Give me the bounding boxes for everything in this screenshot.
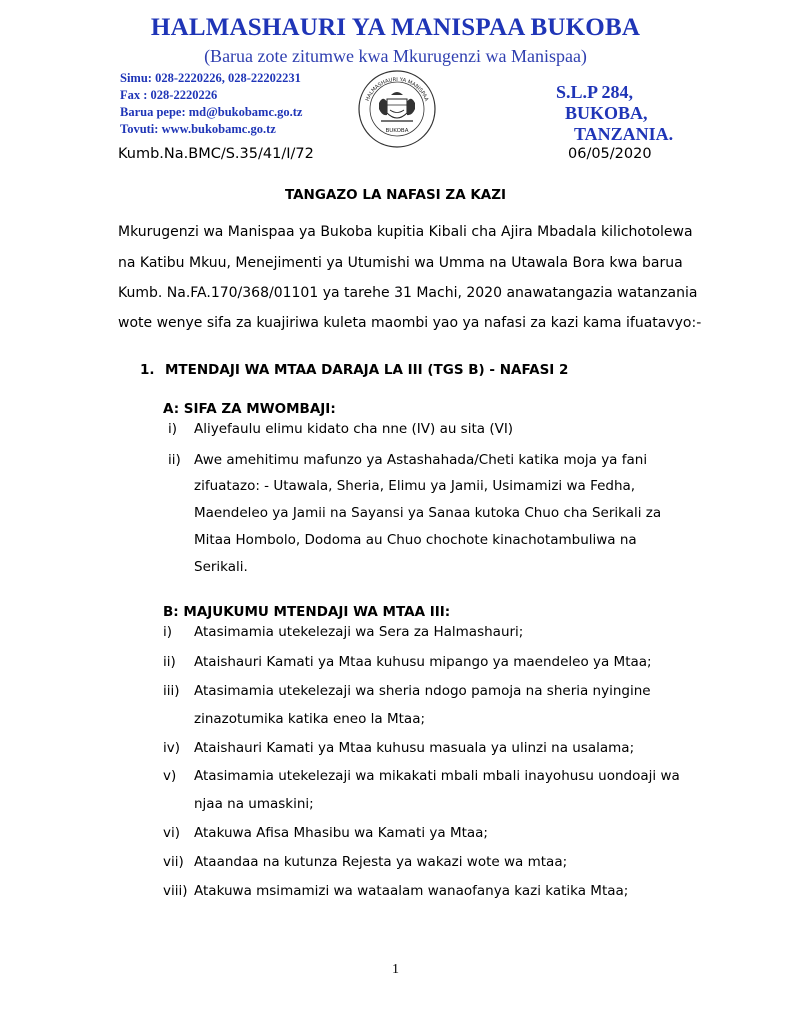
letter-date: 06/05/2020 [568,146,652,162]
list-item: Atakuwa msimamizi wa wataalam wanaofanya kazi katika Mtaa; [194,883,629,899]
address-box: S.L.P 284, [556,82,634,102]
list-item-number: vii) [163,854,184,870]
address-country: TANZANIA. [574,124,674,144]
list-item: Atasimamia utekelezaji wa mikakati mbali mbali inayohusu uondoaji wa [194,768,680,784]
list-item: Ataandaa na kutunza Rejesta ya wakazi wote wa mtaa; [194,854,568,870]
page-title: TANGAZO LA NAFASI ZA KAZI [284,187,507,203]
seal-text-top: HALMASHAURI YA MANISPAA [364,76,430,103]
subsection-a-title: A: SIFA ZA MWOMBAJI: [163,401,336,417]
list-item: Atasimamia utekelezaji wa sheria ndogo pamoja na sheria nyingine [194,683,651,699]
list-item-number: viii) [163,883,188,899]
list-item-number: i) [163,624,173,640]
list-item-number: vi) [163,825,181,841]
list-item-number: ii) [163,654,176,670]
address-city: BUKOBA, [565,103,648,123]
seal-text-bottom: BUKOBA [385,128,409,134]
section-title: MTENDAJI WA MTAA DARAJA LA III (TGS B) - NAFASI 2 [165,362,569,378]
list-item: Atasimamia utekelezaji wa Sera za Halmashauri; [194,624,524,640]
list-item-cont: zinazotumika katika eneo la Mtaa; [194,711,426,727]
intro-line: na Katibu Mkuu, Menejimenti ya Utumishi wa Umma na Utawala Bora kwa barua [118,255,683,271]
list-item: Aliyefaulu elimu kidato cha nne (IV) au sita (VI) [194,421,514,437]
letterhead-subtitle: (Barua zote zitumwe kwa Mkurugenzi wa Manispaa) [204,46,587,66]
contact-phone: Simu: 028-2220226, 028-22202231 [120,71,301,85]
reference-number: Kumb.Na.BMC/S.35/41/I/72 [118,146,314,162]
list-item: Ataishauri Kamati ya Mtaa kuhusu masuala ya ulinzi na usalama; [194,740,635,756]
letterhead-title: HALMASHAURI YA MANISPAA BUKOBA [150,14,641,41]
list-item-cont: Maendeleo ya Jamii na Sayansi ya Sanaa kutoka Chuo cha Serikali za [194,505,662,521]
page-number: 1 [392,962,399,977]
list-item-number: i) [168,421,178,437]
list-item: Atakuwa Afisa Mhasibu wa Kamati ya Mtaa; [194,825,488,841]
list-item: Awe amehitimu mafunzo ya Astashahada/Cheti katika moja ya fani [194,452,648,468]
list-item-number: iv) [163,740,181,756]
list-item-number: ii) [168,452,181,468]
subsection-b-title: B: MAJUKUMU MTENDAJI WA MTAA III: [163,604,451,620]
list-item-number: v) [163,768,177,784]
list-item: Ataishauri Kamati ya Mtaa kuhusu mipango ya maendeleo ya Mtaa; [194,654,652,670]
contact-email: Barua pepe: md@bukobamc.go.tz [120,105,303,119]
council-seal-logo [357,69,437,149]
intro-line: Mkurugenzi wa Manispaa ya Bukoba kupitia Kibali cha Ajira Mbadala kilichotolewa [118,224,693,240]
list-item-number: iii) [163,683,180,699]
contact-website: Tovuti: www.bukobamc.go.tz [120,122,276,136]
list-item-cont: zifuatazo: - Utawala, Sheria, Elimu ya Jamii, Usimamizi wa Fedha, [194,478,636,494]
intro-line: Kumb. Na.FA.170/368/01101 ya tarehe 31 Machi, 2020 anawatangazia watanzania [118,285,698,301]
contact-fax: Fax : 028-2220226 [120,88,218,102]
section-number: 1. [140,362,155,378]
list-item-cont: njaa na umaskini; [194,796,314,812]
list-item-cont: Mitaa Hombolo, Dodoma au Chuo chochote kinachotambuliwa na [194,532,637,548]
list-item-cont: Serikali. [194,559,248,575]
intro-line: wote wenye sifa za kuajiriwa kuleta maombi yao ya nafasi za kazi kama ifuatavyo:- [118,315,702,331]
